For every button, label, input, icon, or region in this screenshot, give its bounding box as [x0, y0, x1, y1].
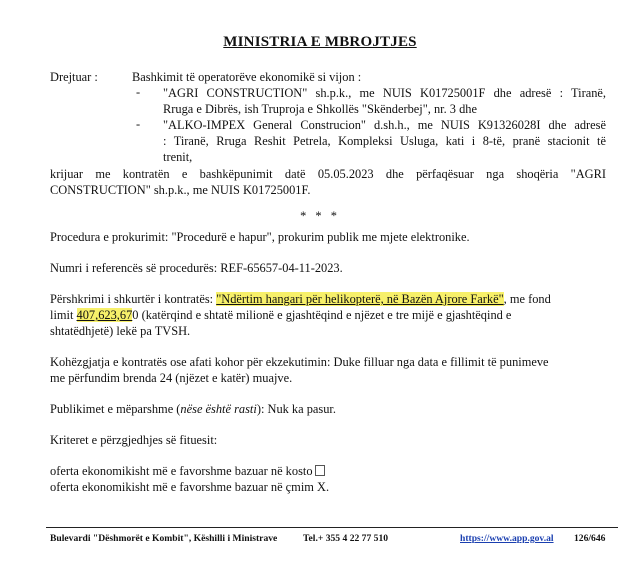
procedure-text: Procedura e prokurimit: "Procedurë e hapur", prokurim publik me mjete elektronike. — [50, 230, 470, 244]
section-separator: * * * — [300, 209, 340, 223]
limit-tail: 0 (katërqind e shtatë milionë e gjashtëqind e njëzet e tre mijë e gjashtëqind e — [132, 308, 512, 322]
addressee-label: Drejtuar : — [50, 70, 98, 84]
footer-phone: Tel.+ 355 4 22 77 510 — [303, 533, 389, 544]
publications-italic: nëse është rasti — [180, 402, 257, 416]
description-line-1 — [50, 291, 606, 307]
limit-label: limit — [50, 308, 77, 322]
criteria-option-1 — [50, 463, 325, 479]
publications-prefix: Publikimet e mëparshme ( — [50, 402, 181, 416]
page-title: MINISTRIA E MBROJTJES — [223, 34, 417, 50]
description-line-3: shtatëdhjetë) lekë pa TVSH. — [50, 324, 191, 338]
criteria-option-2: oferta ekonomikisht më e favorshme bazuar në çmim X. — [50, 480, 330, 494]
checkbox-icon — [315, 465, 325, 476]
addressee-intro: Bashkimit të operatorëve ekonomikë si vijon : — [132, 70, 362, 84]
publications-text — [50, 401, 336, 417]
bullet-dash: - — [136, 117, 141, 131]
footer-page-number: 126/646 — [574, 533, 606, 544]
agreement-line-2: CONSTRUCTION" sh.p.k., me NUIS K01725001F. — [50, 183, 311, 197]
bullet-dash: - — [136, 85, 141, 99]
operator-2-line-2: : Tiranë, Rruga Reshit Petrela, Kompleksi Usluga, kati i 8-të, pranë stacionit të — [163, 134, 606, 148]
operator-2-line-3: trenit, — [163, 150, 193, 164]
duration-line-1: Kohëzgjatja e kontratës ose afati kohor për ekzekutimin: Duke filluar nga data e fillimit të punimeve — [50, 355, 549, 369]
description-suffix: , me fond — [503, 292, 551, 306]
duration-line-2: me përfundim brenda 24 (njëzet e katër) muajve. — [50, 371, 293, 385]
contract-title-highlight: "Ndërtim hangari për helikopterë, në Bazën Ajrore Farkë" — [216, 292, 504, 306]
criteria-option-1-text: oferta ekonomikisht më e favorshme bazuar në kosto — [50, 464, 313, 478]
footer-website-link[interactable]: https://www.app.gov.al — [460, 533, 554, 544]
agreement-line-1: krijuar me kontratën e bashkëpunimit datë 05.05.2023 dhe përfaqësuar nga shoqëria "AGRI — [50, 167, 606, 181]
operator-1-line-2: Rruga e Dibrës, ish Truproja e Shkollës "Skënderbej", nr. 3 dhe — [163, 102, 477, 116]
operator-1-line-1: "AGRI CONSTRUCTION" sh.p.k., me NUIS K01725001F dhe adresë : Tiranë, — [163, 86, 606, 100]
criteria-label: Kriteret e përzgjedhjes së fituesit: — [50, 433, 218, 447]
publications-suffix: ): Nuk ka pasur. — [256, 402, 336, 416]
reference-text: Numri i referencës së procedurës: REF-65657-04-11-2023. — [50, 261, 343, 275]
limit-value-highlight: 407,623,67 — [76, 308, 133, 322]
operator-2-line-1: "ALKO-IMPEX General Construcion" d.sh.h., me NUIS K91326028I dhe adresë — [163, 118, 606, 132]
description-prefix: Përshkrimi i shkurtër i kontratës: — [50, 292, 217, 306]
footer-divider — [46, 527, 618, 528]
footer-address: Bulevardi "Dëshmorët e Kombit", Këshilli i Ministrave — [50, 533, 278, 544]
description-line-2 — [50, 307, 511, 323]
